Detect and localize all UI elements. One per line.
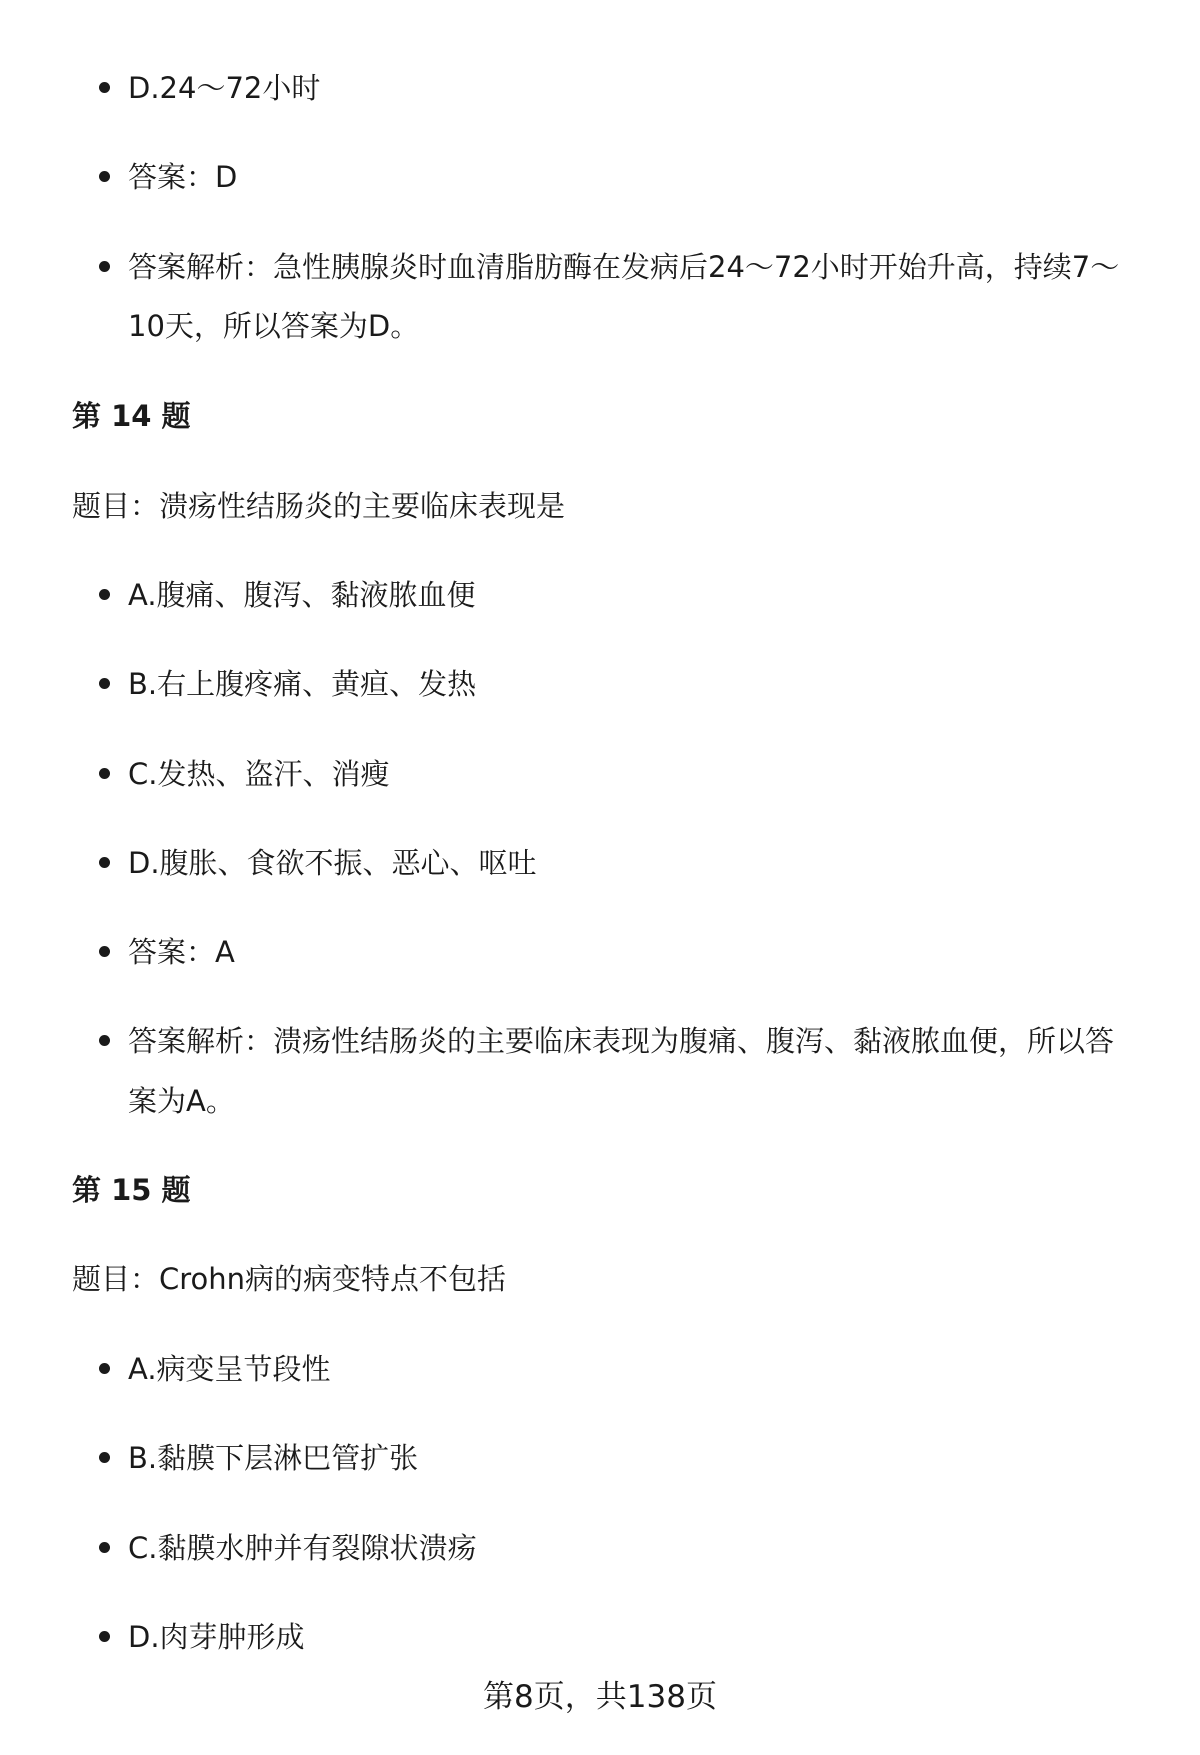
prev-explanation-continued: 10天，所以答案为D。 [128,309,420,343]
page-number-footer: 第8页，共138页 [483,1679,717,1715]
question-14-explanation-continued: 案为A。 [128,1084,235,1118]
question-14-option-d: D.腹胀、食欲不振、恶心、呕吐 [128,834,537,892]
question-14-option-c: C.发热、盗汗、消瘦 [128,745,389,803]
prev-option-d: D.24～72小时 [128,59,320,117]
question-14-heading: 第 14 题 [72,399,191,433]
question-15-stem: 题目：Crohn病的病变特点不包括 [72,1262,507,1296]
question-14-option-b: B.右上腹疼痛、黄疸、发热 [128,655,476,713]
question-15-heading: 第 15 题 [72,1173,191,1207]
question-15-option-d: D.肉芽肿形成 [128,1608,305,1666]
question-15-option-c: C.黏膜水肿并有裂隙状溃疡 [128,1519,476,1577]
question-15-option-b: B.黏膜下层淋巴管扩张 [128,1429,418,1487]
prev-explanation: 答案解析：急性胰腺炎时血清脂肪酶在发病后24～72小时开始升高，持续7～ [128,238,1119,296]
question-14-option-a: A.腹痛、腹泻、黏液脓血便 [128,566,476,624]
question-14-answer: 答案：A [128,923,235,981]
question-14-stem: 题目：溃疡性结肠炎的主要临床表现是 [72,489,566,523]
prev-answer: 答案：D [128,148,237,206]
question-15-option-a: A.病变呈节段性 [128,1340,331,1398]
question-14-explanation: 答案解析：溃疡性结肠炎的主要临床表现为腹痛、腹泻、黏液脓血便，所以答 [128,1012,1114,1070]
